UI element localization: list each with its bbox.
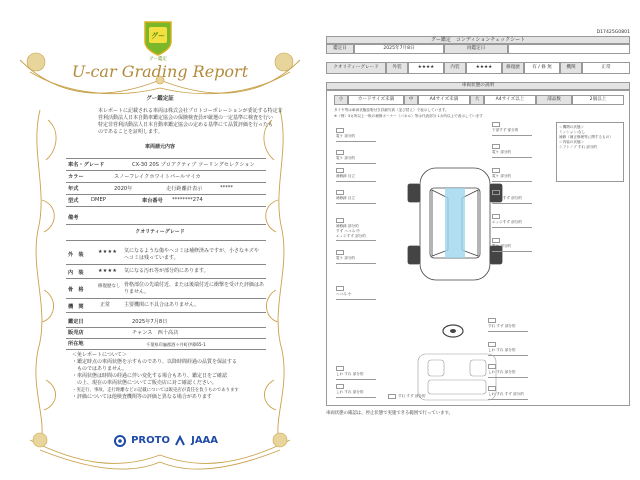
grading-certificate <box>0 0 318 480</box>
exterior-desc-2: ヘコミは残っています。 <box>124 255 179 261</box>
svg-text:グー: グー <box>151 32 165 40</box>
chassis-value: ********274 <box>172 197 203 203</box>
remarks-line: ・実走行、事故、走行距離などの記載については販売店が責任を負うものであります <box>72 388 239 393</box>
annotation-front-right: 下部すず 部分的 <box>492 128 519 132</box>
vehicle-section-title: 車両請元内容 <box>144 144 175 150</box>
dealer-label: 販売店 <box>68 330 84 336</box>
remarks <box>72 352 262 401</box>
annotation-door-front: 電ケ 部分的 <box>492 150 512 154</box>
annotation-door-rear: 電ケ 部分的 <box>492 174 512 178</box>
interior-label: 内 装 <box>68 270 84 276</box>
legend-note: タイヤ等は車両状態説明付き詳細写真（並び替え）で表示しています。 <box>334 108 449 112</box>
year-value: 2020年 <box>114 186 133 192</box>
condition-title: 車両状態の説明 <box>326 82 630 90</box>
condition-notes-box <box>556 122 624 182</box>
frame-value: 有 / 修 無 <box>524 62 560 74</box>
quality-grade-label: クオリティーグレード <box>326 62 386 74</box>
sheet-title: グー鑑定 コンディションチェックシート <box>326 36 630 44</box>
proto-mark-icon <box>114 435 126 447</box>
condition-note: シフトノブ すれ 部分的 <box>559 145 598 149</box>
engine-desc: 主要機関に不具合はありません。 <box>124 302 200 308</box>
footer-note: 車両状態の確認は、停止状態で実施できる範囲で行っています。 <box>326 411 453 416</box>
seat-layout-diagram <box>416 352 498 402</box>
annotation-edge3: 電ケ 部分的 <box>336 256 356 260</box>
car-name-label: 車名・グレード <box>68 162 105 168</box>
cert-title: グー鑑定証 <box>146 96 174 102</box>
annotation-fender-f: 電ケ 部分的 <box>336 134 356 138</box>
date-value: 2025年7月8日 <box>354 44 444 54</box>
goo-kantei-logo <box>143 20 173 62</box>
legend-mid: 中 <box>404 95 418 105</box>
parts-value: 2個以上 <box>572 95 624 105</box>
annotation-rocker: 補修跡 目立 <box>336 174 356 178</box>
engine-value: 正常 <box>100 302 111 308</box>
date-label: 鑑定日 <box>326 44 354 54</box>
legend-mid-desc: A4サイズ未満 <box>418 95 470 105</box>
frame-desc-2: りません。 <box>124 289 150 295</box>
int-stars: ★★★★ <box>466 62 502 74</box>
annotation-fender-r: 電ケ 部分的 <box>336 156 356 160</box>
inspection-date-value: 2025年7月8日 <box>132 319 168 325</box>
annotation-bumper: エッジすず 部分的 <box>336 234 366 238</box>
interior-stars: ★★★★ <box>98 268 118 274</box>
annotation-edge: エッジすず 部分的 <box>492 196 522 200</box>
car-top-view-diagram <box>390 160 520 290</box>
model-label: 型式 <box>68 198 79 204</box>
annotation-seat3: すれ すず 部分的 <box>398 394 426 398</box>
legend-large: 大 <box>470 95 484 105</box>
engine-label: 機 関 <box>68 304 84 310</box>
annotation-seat2: しわ すれ 部分的 <box>336 390 364 394</box>
proto-text: PROTO <box>131 435 170 446</box>
reinspection-label: 再鑑定日 <box>444 44 508 54</box>
intro-line: 本レポートに記載される車両は株式会社プロトコーポレーションが委託する特定非 <box>98 108 283 114</box>
frame-value: 修復歴なし <box>98 284 121 289</box>
intro-text <box>98 108 288 136</box>
annotation-sure1: すれ すず 部分的 <box>488 324 516 328</box>
remarks-line: の上、現在の車両状態についてご販売店に対ご確認ください。 <box>72 380 217 386</box>
proto-logo <box>114 430 170 449</box>
annotation-bumper: すず ヘコみ 中 <box>336 229 360 233</box>
exterior-stars: ★★★★ <box>98 249 118 255</box>
address-value: 千葉県印旛郡酒々井町伊篠65-1 <box>146 342 206 347</box>
remarks-line: ・評価については他検査機関等の評価と異なる場合があります <box>72 394 212 400</box>
car-name-value: CX-30 20S プロアクティブ ツーリングセレクション <box>132 162 255 168</box>
ext-label: 外装 <box>386 62 408 74</box>
report-title: U-car Grading Report <box>71 62 249 81</box>
remarks-line: ・鑑定時点の車両状態を示すものであり、以降時間経過の品質を保証する <box>72 359 238 365</box>
color-label: カラー <box>68 174 84 180</box>
condition-check-sheet <box>318 0 640 480</box>
condition-note: ＜内装の状態＞ <box>559 140 585 144</box>
annotation-seat1: しわ すれ 部分的 <box>336 372 364 376</box>
quality-title: クオリティーグレード <box>135 229 185 235</box>
chassis-label: 車台番号 <box>142 198 163 204</box>
engine-value: 正常 <box>582 62 630 74</box>
jaaa-mark-icon <box>174 435 186 447</box>
jaaa-logo <box>174 430 218 449</box>
jaaa-text: JAAA <box>191 435 219 446</box>
logo-label: グー鑑定 <box>149 57 167 62</box>
ext-stars: ★★★★ <box>408 62 444 74</box>
exterior-desc: 気になるような傷やヘコミは補修済みですが、小さなキズや <box>124 248 259 254</box>
steering-wheel-icon <box>442 324 464 338</box>
annotation-sure3: しわ すれ 部分的 <box>488 370 516 374</box>
exterior-label: 外 装 <box>68 252 84 258</box>
dealer-value: チャンス 西十高店 <box>132 330 179 336</box>
mileage-value: ***** <box>220 185 233 191</box>
color-value: スノーフレイクホワイトパールマイカ <box>114 174 201 180</box>
annotation-edge2: エッジすず 部分的 <box>492 220 522 224</box>
reinspection-value <box>508 44 630 54</box>
intro-line: 特定非営利活動法人日本自動車鑑定協会の定める基準にて品質評価を行ったも <box>98 122 274 128</box>
annotation-edge4: 電ケ 部分的 <box>492 244 512 248</box>
remarks-line: ものではありません。 <box>72 366 128 372</box>
annotation-hecomi: ヘコみ 小 <box>336 292 352 296</box>
intro-line: のであることを証明します。 <box>98 129 163 135</box>
frame-label: 修復歴 <box>502 62 524 74</box>
annotation-sure2: しわ すれ 部分的 <box>488 348 516 352</box>
int-label: 内装 <box>444 62 466 74</box>
parts-label: 部品数 <box>536 95 572 105</box>
inspection-date-label: 鑑定日 <box>68 319 84 325</box>
legend-small: 小 <box>334 95 348 105</box>
legend-small-desc: カードサイズ未満 <box>348 95 404 105</box>
engine-label: 機関 <box>560 62 582 74</box>
model-value: DMEP <box>91 197 106 203</box>
annotation-bumper: 補修跡 部分的 <box>336 224 359 228</box>
remarks-title: ＜免レポートについて＞ <box>72 352 127 358</box>
address-label: 所在地 <box>68 341 84 347</box>
year-label: 年式 <box>68 186 79 192</box>
legend-note: ※（例）3カ所以上一般の補修ボーナー（パネル）等は代表部分 1カ所以上で表示しています <box>334 114 483 118</box>
condition-note: ミッション:なし <box>559 130 586 134</box>
notes-label: 備考 <box>68 215 79 221</box>
annotation-rocker2: 補修跡 目立 <box>336 196 356 200</box>
condition-note: 補修（補正修理等に関するもの） <box>559 135 613 139</box>
condition-note: ＜機関の状態＞ <box>559 125 585 129</box>
legend-large-desc: A4サイズ以上 <box>484 95 536 105</box>
doc-id: D17425G0801 <box>596 30 630 35</box>
mileage-label: 走行距離計表示 <box>166 186 203 192</box>
annotation-sure4: しわ すれ すず 部分的 <box>488 392 524 396</box>
intro-line: 営利活動法人日本自動車鑑定協会の保険検査員が厳選の一定基準に検査を行い <box>98 115 274 121</box>
frame-label: 骨 格 <box>68 287 84 293</box>
interior-desc: 気になる汚れ等が部分的にあります。 <box>124 268 209 274</box>
frame-desc: 骨格部位の先端付近、または後端付近に衝撃を受けた評価はあ <box>124 282 265 288</box>
remarks-line: ・車両状態は時間の経過に伴い変化する場合もあり、鑑定日をご確認 <box>72 373 228 379</box>
